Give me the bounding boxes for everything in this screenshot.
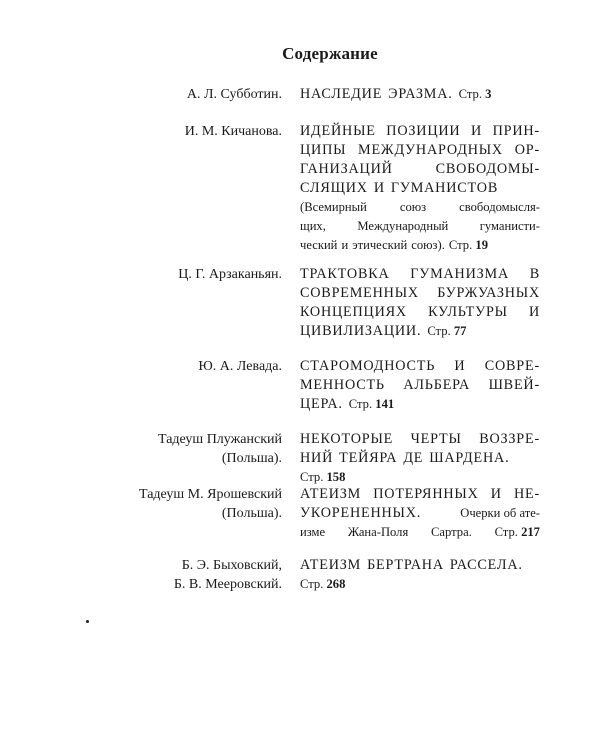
title-word: КУЛЬТУРЫ (428, 304, 508, 320)
title-word: ЭРАЗМА. (388, 86, 453, 102)
title-line (300, 376, 540, 395)
title-word: И (528, 304, 540, 320)
author-line: Б. Э. Быховский, (181, 558, 282, 573)
title-word: ПОТЕРЯННЫХ (373, 486, 479, 502)
title-line (300, 303, 540, 322)
page-label: Стр. (427, 324, 451, 338)
page-reference (427, 322, 466, 341)
page-number: 77 (453, 324, 467, 338)
subtitle-word: ческий (300, 238, 338, 252)
page-number: 3 (485, 87, 492, 101)
author-line: Ц. Г. Арзаканьян. (178, 267, 282, 282)
title-word: И (471, 123, 483, 139)
page-reference (349, 395, 394, 414)
title-word: ЧЕРТЫ (410, 431, 462, 447)
page-reference (495, 523, 540, 542)
entry-author (198, 357, 282, 376)
page-reference (300, 575, 345, 594)
title-line (300, 449, 540, 468)
title-line (300, 85, 540, 104)
entry-author (158, 430, 282, 468)
author-line: Б. В. Мееровский. (173, 577, 282, 592)
title-word: ГУМАНИСТОВ (390, 180, 499, 196)
entry-author (187, 85, 282, 104)
title-word: ГУМАНИЗМА (410, 266, 510, 282)
title-word: И (490, 486, 502, 502)
title-line (300, 556, 540, 575)
subtitle-word: ате- (519, 506, 540, 520)
page-label: Стр. (300, 470, 324, 484)
entry-author (185, 122, 282, 141)
subtitle-word: об (503, 506, 517, 520)
page-label: Стр. (348, 397, 373, 411)
title-word: ШВЕЙ- (488, 377, 540, 393)
entry-title (300, 122, 540, 255)
title-line (300, 284, 540, 303)
title-line (300, 322, 540, 341)
contents-heading: Содержание (282, 44, 378, 63)
title-word: НЕ- (513, 486, 540, 502)
entry-title (300, 430, 540, 487)
title-word: КОНЦЕПЦИЯХ (300, 304, 407, 320)
entry-title (300, 265, 540, 341)
author-line: И. М. Кичанова. (184, 124, 282, 139)
subtitle-word: (Всемирный (300, 200, 367, 214)
subtitle-word: свободомысля- (459, 200, 540, 214)
subtitle-word: изме (300, 525, 326, 539)
title-word: ПОЗИЦИИ (386, 123, 461, 139)
title-line (300, 265, 540, 284)
subtitle-word: щих, (300, 219, 326, 233)
title-line (300, 357, 540, 376)
title-line (300, 122, 540, 141)
title-word: НАСЛЕДИЕ (300, 86, 383, 102)
subtitle-word: этический (352, 238, 408, 252)
title-line (300, 485, 540, 504)
title-line (300, 179, 540, 198)
title-word: СОВРЕ- (484, 358, 540, 374)
title-word: СТАРОМОДНОСТЬ (300, 358, 436, 374)
subtitle-fragment (460, 504, 540, 523)
subtitle-word: гуманисти- (479, 219, 540, 233)
title-word: АТЕИЗМ (300, 557, 362, 573)
page-number: 217 (521, 525, 540, 539)
title-word: БЕРТРАНА (367, 557, 444, 573)
title-word: БУРЖУАЗНЫХ (437, 285, 540, 301)
title-word: В (529, 266, 540, 282)
subtitle-word: союз). (411, 238, 445, 252)
page-number: 158 (326, 470, 346, 484)
entry-title (300, 357, 540, 414)
title-line (300, 395, 540, 414)
page-reference (449, 236, 488, 255)
title-line (300, 141, 540, 160)
title-line (300, 430, 540, 449)
title-word: ТЕЙЯРА (339, 450, 398, 466)
page-number: 19 (475, 238, 488, 252)
title-word: И (373, 180, 385, 196)
subtitle-word: Сартра. (431, 525, 472, 539)
entry-title (300, 556, 540, 594)
title-word: РАССЕЛА. (449, 557, 523, 573)
title-word: И (454, 358, 466, 374)
subtitle-line (300, 217, 540, 236)
page-number: 268 (326, 577, 346, 591)
subtitle-word: Международный (357, 219, 449, 233)
title-word: АТЕИЗМ (300, 486, 362, 502)
subtitle-word: Очерки (460, 506, 501, 520)
author-line: Ю. А. Левада. (198, 359, 282, 374)
ink-speck (86, 620, 89, 623)
title-word: НЕКОТОРЫЕ (300, 431, 394, 447)
title-word: ШАРДЕНА. (429, 450, 510, 466)
title-line (300, 160, 540, 179)
page-line (300, 575, 540, 594)
subtitle-word: и (341, 238, 349, 252)
title-word: ЦИВИЛИЗАЦИИ. (300, 323, 422, 339)
subtitle-line (300, 236, 540, 255)
page-label: Стр. (448, 238, 473, 252)
author-line: (Польша). (221, 506, 282, 521)
title-line (300, 504, 540, 523)
title-word: НИЙ (300, 450, 334, 466)
title-word: ЦЕРА. (300, 396, 343, 412)
title-word: ОР- (514, 142, 540, 158)
entry-author (178, 265, 282, 284)
title-word: ПРИН- (492, 123, 540, 139)
entry-title (300, 85, 540, 104)
entry-author (174, 556, 282, 594)
title-word: ИДЕЙНЫЕ (300, 123, 376, 139)
title-word: СОВРЕМЕННЫХ (300, 285, 419, 301)
author-line: Тадеуш Плужанский (158, 432, 282, 447)
page-reference (459, 85, 492, 104)
title-word: УКОРЕНЕННЫХ. (300, 505, 422, 521)
title-word: МЕЖДУНАРОДНЫХ (358, 142, 503, 158)
title-word: МЕННОСТЬ (300, 377, 385, 393)
author-line: (Польша). (221, 451, 282, 466)
author-line: А. Л. Субботин. (186, 87, 282, 102)
title-word: ЦИПЫ (300, 142, 347, 158)
entry-title (300, 485, 540, 542)
page-label: Стр. (458, 87, 482, 101)
subtitle-line (300, 523, 540, 542)
page-number: 141 (375, 397, 395, 411)
title-word: ГАНИЗАЦИЙ (300, 161, 393, 177)
title-word: СВОБОДОМЫ- (435, 161, 540, 177)
title-word: СЛЯЩИХ (300, 180, 368, 196)
subtitle-word: союз (399, 200, 427, 214)
page-label: Стр. (300, 577, 324, 591)
subtitle-line (300, 198, 540, 217)
title-word: ВОЗЗРЕ- (479, 431, 540, 447)
title-word: ТРАКТОВКА (300, 266, 390, 282)
entry-author (139, 485, 282, 523)
subtitle-word: Жана-Поля (347, 525, 409, 539)
title-word: ДЕ (403, 450, 424, 466)
title-word: АЛЬБЕРА (403, 377, 471, 393)
page-label: Стр. (494, 525, 518, 539)
author-line: Тадеуш М. Ярошевский (139, 487, 282, 502)
